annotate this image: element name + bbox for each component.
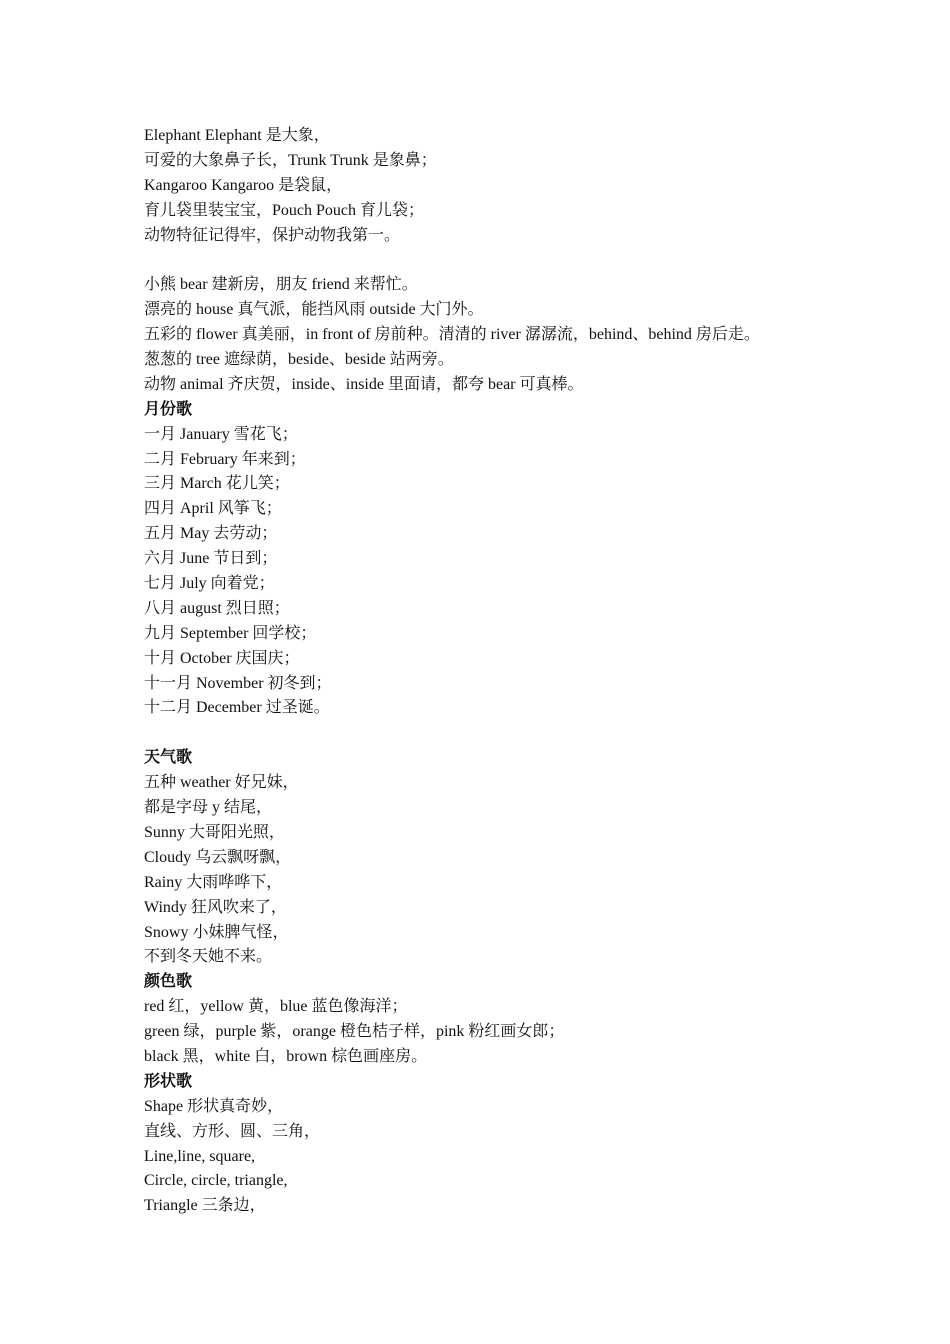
section-heading: 月份歌: [144, 400, 193, 418]
month-song-section: [144, 398, 904, 722]
text-line: Shape 形状真奇妙，: [144, 1097, 284, 1115]
text-line: 六月 June 节日到；: [144, 550, 278, 568]
section-heading: 形状歌: [144, 1072, 193, 1090]
shape-song-section: [144, 1070, 904, 1219]
text-line: Triangle 三条边，: [144, 1197, 266, 1215]
section-heading: 颜色歌: [144, 973, 193, 991]
text-line: Snowy 小妹脾气怪，: [144, 923, 289, 941]
text-line: Sunny 大哥阳光照，: [144, 823, 285, 841]
text-line: 五彩的 flower 真美丽，in front of 房前种。清清的 river 潺潺流，behind、behind 房后走。: [144, 326, 760, 344]
text-line: 可爱的大象鼻子长，Trunk Trunk 是象鼻；: [144, 151, 437, 169]
text-line: 动物特征记得牢，保护动物我第一。: [144, 226, 401, 244]
document-body: [144, 124, 904, 1219]
text-line: 都是字母 y 结尾，: [144, 799, 273, 817]
text-line: 二月 February 年来到；: [144, 450, 306, 468]
text-line: black 黑，white 白，brown 棕色画座房。: [144, 1047, 428, 1065]
text-line: 葱葱的 tree 遮绿荫，beside、beside 站两旁。: [144, 351, 454, 369]
text-line: 十一月 November 初冬到；: [144, 674, 332, 692]
text-line: 九月 September 回学校；: [144, 624, 317, 642]
text-line: 四月 April 风筝飞；: [144, 500, 282, 518]
text-line: 小熊 bear 建新房，朋友 friend 来帮忙。: [144, 276, 418, 294]
text-line: Elephant Elephant 是大象，: [144, 127, 330, 144]
text-line: 八月 august 烈日照；: [144, 599, 290, 617]
text-line: 七月 July 向着党；: [144, 575, 275, 593]
text-line: Windy 狂风吹来了，: [144, 898, 287, 916]
text-line: 动物 animal 齐庆贺，inside、inside 里面请，都夸 bear 可真棒。: [144, 375, 584, 393]
text-line: Circle, circle, triangle,: [144, 1172, 288, 1190]
text-line: 不到冬天她不来。: [144, 948, 273, 966]
text-line: Rainy 大雨哗哗下，: [144, 873, 283, 891]
text-line: 直线、方形、圆、三角，: [144, 1122, 321, 1140]
text-line: Line,line, square,: [144, 1147, 256, 1165]
text-line: 五种 weather 好兄妹，: [144, 774, 299, 792]
color-song-section: [144, 970, 904, 1070]
blank-line: [144, 248, 904, 273]
text-line: 漂亮的 house 真气派，能挡风雨 outside 大门外。: [144, 301, 484, 319]
text-line: green 绿，purple 紫，orange 橙色桔子样，pink 粉红画女郎；: [144, 1023, 565, 1041]
text-line: Kangaroo Kangaroo 是袋鼠，: [144, 176, 343, 194]
text-line: 一月 January 雪花飞；: [144, 425, 298, 443]
section-heading: 天气歌: [144, 749, 193, 767]
text-line: 十二月 December 过圣诞。: [144, 699, 330, 717]
text-line: 五月 May 去劳动；: [144, 525, 278, 543]
text-line: 育儿袋里装宝宝，Pouch Pouch 育儿袋；: [144, 201, 425, 219]
animal-rhyme-section: [144, 124, 904, 248]
text-line: 十月 October 庆国庆；: [144, 649, 300, 667]
text-line: Cloudy 乌云飘呀飘，: [144, 848, 292, 866]
text-line: red 红，yellow 黄，blue 蓝色像海洋；: [144, 998, 408, 1016]
bear-house-section: [144, 273, 904, 397]
text-line: 三月 March 花儿笑；: [144, 475, 290, 493]
weather-song-section: [144, 746, 904, 970]
blank-line: [144, 721, 904, 746]
